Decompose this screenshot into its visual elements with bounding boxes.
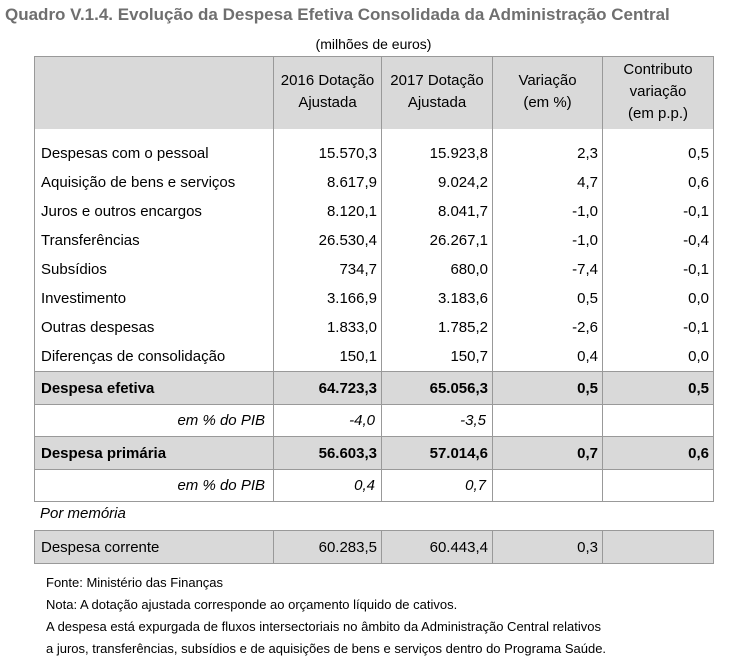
value-2017: 1.785,2 (382, 313, 493, 342)
footnotes (46, 572, 736, 660)
value-2016: 734,7 (274, 255, 382, 284)
value-variacao: 0,7 (493, 437, 603, 470)
value-variacao: 0,4 (493, 342, 603, 372)
row-label: Despesa efetiva (35, 372, 274, 405)
row-label: em % do PIB (35, 405, 274, 437)
value-2017: 57.014,6 (382, 437, 493, 470)
header-blank (35, 57, 274, 130)
table-row (35, 129, 714, 168)
memo-label: Por memória (40, 505, 126, 522)
efetiva-pib-row (35, 405, 714, 437)
value-contributo (603, 531, 714, 564)
value-contributo: 0,6 (603, 168, 714, 197)
despesa-corrente-row (35, 531, 714, 564)
table-row (35, 168, 714, 197)
value-2017: 150,7 (382, 342, 493, 372)
value-2017: 9.024,2 (382, 168, 493, 197)
header-2017: 2017 Dotação Ajustada (382, 57, 493, 130)
value-2017: 60.443,4 (382, 531, 493, 564)
value-variacao: 0,3 (493, 531, 603, 564)
despesa-primaria-row (35, 437, 714, 470)
table-row (35, 197, 714, 226)
value-variacao (493, 470, 603, 502)
value-2016: 1.833,0 (274, 313, 382, 342)
value-contributo: -0,4 (603, 226, 714, 255)
value-contributo (603, 470, 714, 502)
value-2017: 0,7 (382, 470, 493, 502)
value-variacao: -7,4 (493, 255, 603, 284)
memo-table (34, 530, 714, 564)
value-2016: 8.120,1 (274, 197, 382, 226)
value-variacao: 4,7 (493, 168, 603, 197)
note-source: Fonte: Ministério das Finanças (46, 575, 224, 590)
row-label: Juros e outros encargos (35, 197, 274, 226)
table-row (35, 342, 714, 372)
value-2016: 150,1 (274, 342, 382, 372)
value-contributo: -0,1 (603, 197, 714, 226)
header-2016: 2016 Dotação Ajustada (274, 57, 382, 130)
row-label: Subsídios (35, 255, 274, 284)
row-label: Diferenças de consolidação (35, 342, 274, 372)
row-label: Despesa primária (35, 437, 274, 470)
value-2016: 56.603,3 (274, 437, 382, 470)
table-title: Quadro V.1.4. Evolução da Despesa Efetiva Consolidada da Administração Central (5, 5, 670, 24)
table-row (35, 226, 714, 255)
row-label: Transferências (35, 226, 274, 255)
value-2016: 8.617,9 (274, 168, 382, 197)
value-contributo (603, 405, 714, 437)
value-2017: 680,0 (382, 255, 493, 284)
value-contributo: 0,5 (603, 129, 714, 168)
value-2016: 64.723,3 (274, 372, 382, 405)
note-text: A despesa está expurgada de fluxos intersectoriais no âmbito da Administração Central relativos (46, 619, 601, 634)
value-2016: 26.530,4 (274, 226, 382, 255)
header-row (35, 57, 714, 130)
value-2016: 15.570,3 (274, 129, 382, 168)
row-label: Despesa corrente (35, 531, 274, 564)
value-contributo: 0,5 (603, 372, 714, 405)
header-contributo: Contributo variação (em p.p.) (603, 57, 714, 130)
value-2016: 0,4 (274, 470, 382, 502)
value-2017: 15.923,8 (382, 129, 493, 168)
header-variacao: Variação (em %) (493, 57, 603, 130)
primaria-pib-row (35, 470, 714, 502)
value-2017: 3.183,6 (382, 284, 493, 313)
row-label: Aquisição de bens e serviços (35, 168, 274, 197)
value-variacao: 0,5 (493, 284, 603, 313)
value-variacao: -1,0 (493, 197, 603, 226)
value-contributo: 0,6 (603, 437, 714, 470)
value-2016: 3.166,9 (274, 284, 382, 313)
row-label: em % do PIB (35, 470, 274, 502)
value-contributo: 0,0 (603, 284, 714, 313)
value-2016: 60.283,5 (274, 531, 382, 564)
value-variacao: -1,0 (493, 226, 603, 255)
table-subtitle: (milhões de euros) (315, 36, 432, 52)
row-label: Outras despesas (35, 313, 274, 342)
row-label: Investimento (35, 284, 274, 313)
expense-table (34, 56, 714, 502)
despesa-efetiva-row (35, 372, 714, 405)
note-text: Nota: A dotação ajustada corresponde ao orçamento líquido de cativos. (46, 597, 458, 612)
value-contributo: -0,1 (603, 313, 714, 342)
value-2017: 65.056,3 (382, 372, 493, 405)
value-variacao: -2,6 (493, 313, 603, 342)
value-variacao: 2,3 (493, 129, 603, 168)
table-row (35, 255, 714, 284)
value-variacao (493, 405, 603, 437)
table-row (35, 313, 714, 342)
value-2016: -4,0 (274, 405, 382, 437)
row-label: Despesas com o pessoal (35, 129, 274, 168)
note-text: a juros, transferências, subsídios e de aquisições de bens e serviços dentro do Programa Saúde. (46, 641, 607, 656)
table-row (35, 284, 714, 313)
value-2017: -3,5 (382, 405, 493, 437)
value-2017: 26.267,1 (382, 226, 493, 255)
value-contributo: 0,0 (603, 342, 714, 372)
value-2017: 8.041,7 (382, 197, 493, 226)
value-contributo: -0,1 (603, 255, 714, 284)
value-variacao: 0,5 (493, 372, 603, 405)
